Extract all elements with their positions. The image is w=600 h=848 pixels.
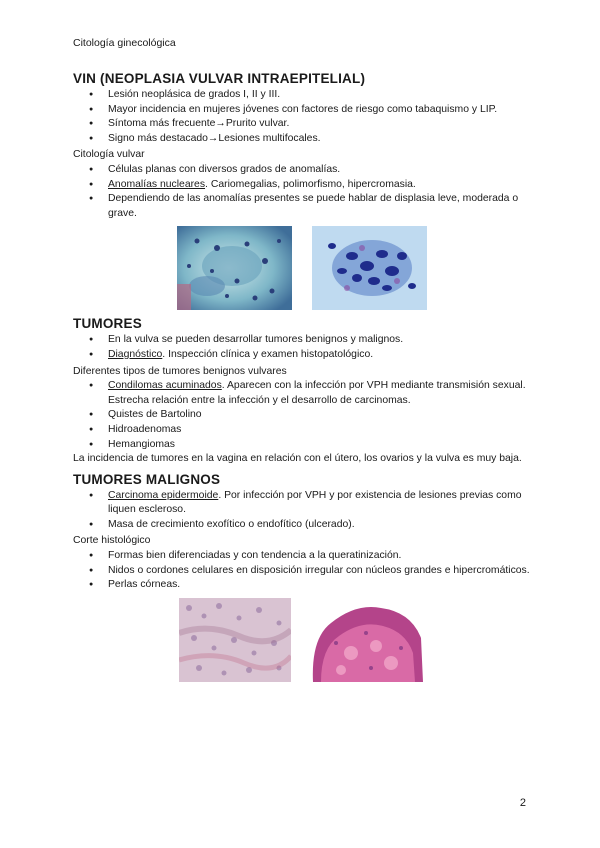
list-item: ● Signo más destacado→Lesiones multifocales. — [73, 132, 533, 147]
list-item: ● Hidroadenomas — [73, 423, 533, 438]
list-item: ● Perlas córneas. — [73, 578, 533, 593]
corte-label: Corte histológico — [73, 535, 151, 547]
cytology-image-1 — [177, 226, 292, 310]
list-item: ● Formas bien diferenciadas y con tendencia a la queratinización. — [73, 549, 533, 564]
cytology-images — [177, 226, 533, 310]
list-item: ● Hemangiomas — [73, 438, 533, 453]
page-number: 2 — [519, 797, 526, 809]
list-item: ● Diagnóstico. Inspección clínica y examen histopatológico. — [73, 348, 533, 363]
list-item: ● Carcinoma epidermoide. Por infección por VPH y por existencia de lesiones previas como liquen escleroso. — [73, 489, 533, 518]
list-item: ● Células planas con diversos grados de anomalías. — [73, 163, 533, 178]
list-item: ● Mayor incidencia en mujeres jóvenes con factores de riesgo como tabaquismo y LIP. — [73, 103, 533, 118]
vin-list — [73, 88, 533, 146]
document-body — [73, 70, 533, 687]
cytology-image-2 — [312, 226, 427, 310]
malignos-heading: TUMORES MALIGNOS — [73, 471, 221, 487]
corte-list — [73, 549, 533, 593]
cytology-list — [73, 163, 533, 221]
histology-image-2 — [311, 598, 423, 682]
list-item: ● Nidos o cordones celulares en disposición irregular con núcleos grandes e hipercromáticos. — [73, 564, 533, 579]
list-item: ● Anomalías nucleares. Cariomegalias, polimorfismo, hipercromasia. — [73, 178, 533, 193]
page-header: Citología ginecológica — [73, 37, 176, 49]
incidence-note: La incidencia de tumores en la vagina en relación con el útero, los ovarios y la vulva es muy baja. — [73, 453, 522, 465]
tumores-heading: TUMORES — [73, 316, 142, 332]
tumores-list — [73, 333, 533, 362]
list-item: ● Condilomas acuminados. Aparecen con la infección por VPH mediante transmisión sexual. Estrecha relación entre la infección y el desarrollo de carcinomas. — [73, 379, 533, 408]
benign-list — [73, 379, 533, 452]
list-item: ● Masa de crecimiento exofítico o endofítico (ulcerado). — [73, 518, 533, 533]
histology-images — [179, 598, 533, 682]
list-item: ● Dependiendo de las anomalías presentes se puede hablar de displasia leve, moderada o grave. — [73, 192, 533, 221]
list-item: ● Síntoma más frecuente→Prurito vulvar. — [73, 117, 533, 132]
list-item: ● Lesión neoplásica de grados I, II y III. — [73, 88, 533, 103]
malignos-list — [73, 489, 533, 533]
histology-image-1 — [179, 598, 291, 682]
cytology-label: Citología vulvar — [73, 149, 145, 161]
benign-label: Diferentes tipos de tumores benignos vulvares — [73, 365, 287, 377]
list-item: ● En la vulva se pueden desarrollar tumores benignos y malignos. — [73, 333, 533, 348]
list-item: ● Quistes de Bartolino — [73, 408, 533, 423]
vin-heading: VIN (NEOPLASIA VULVAR INTRAEPITELIAL) — [73, 71, 366, 86]
